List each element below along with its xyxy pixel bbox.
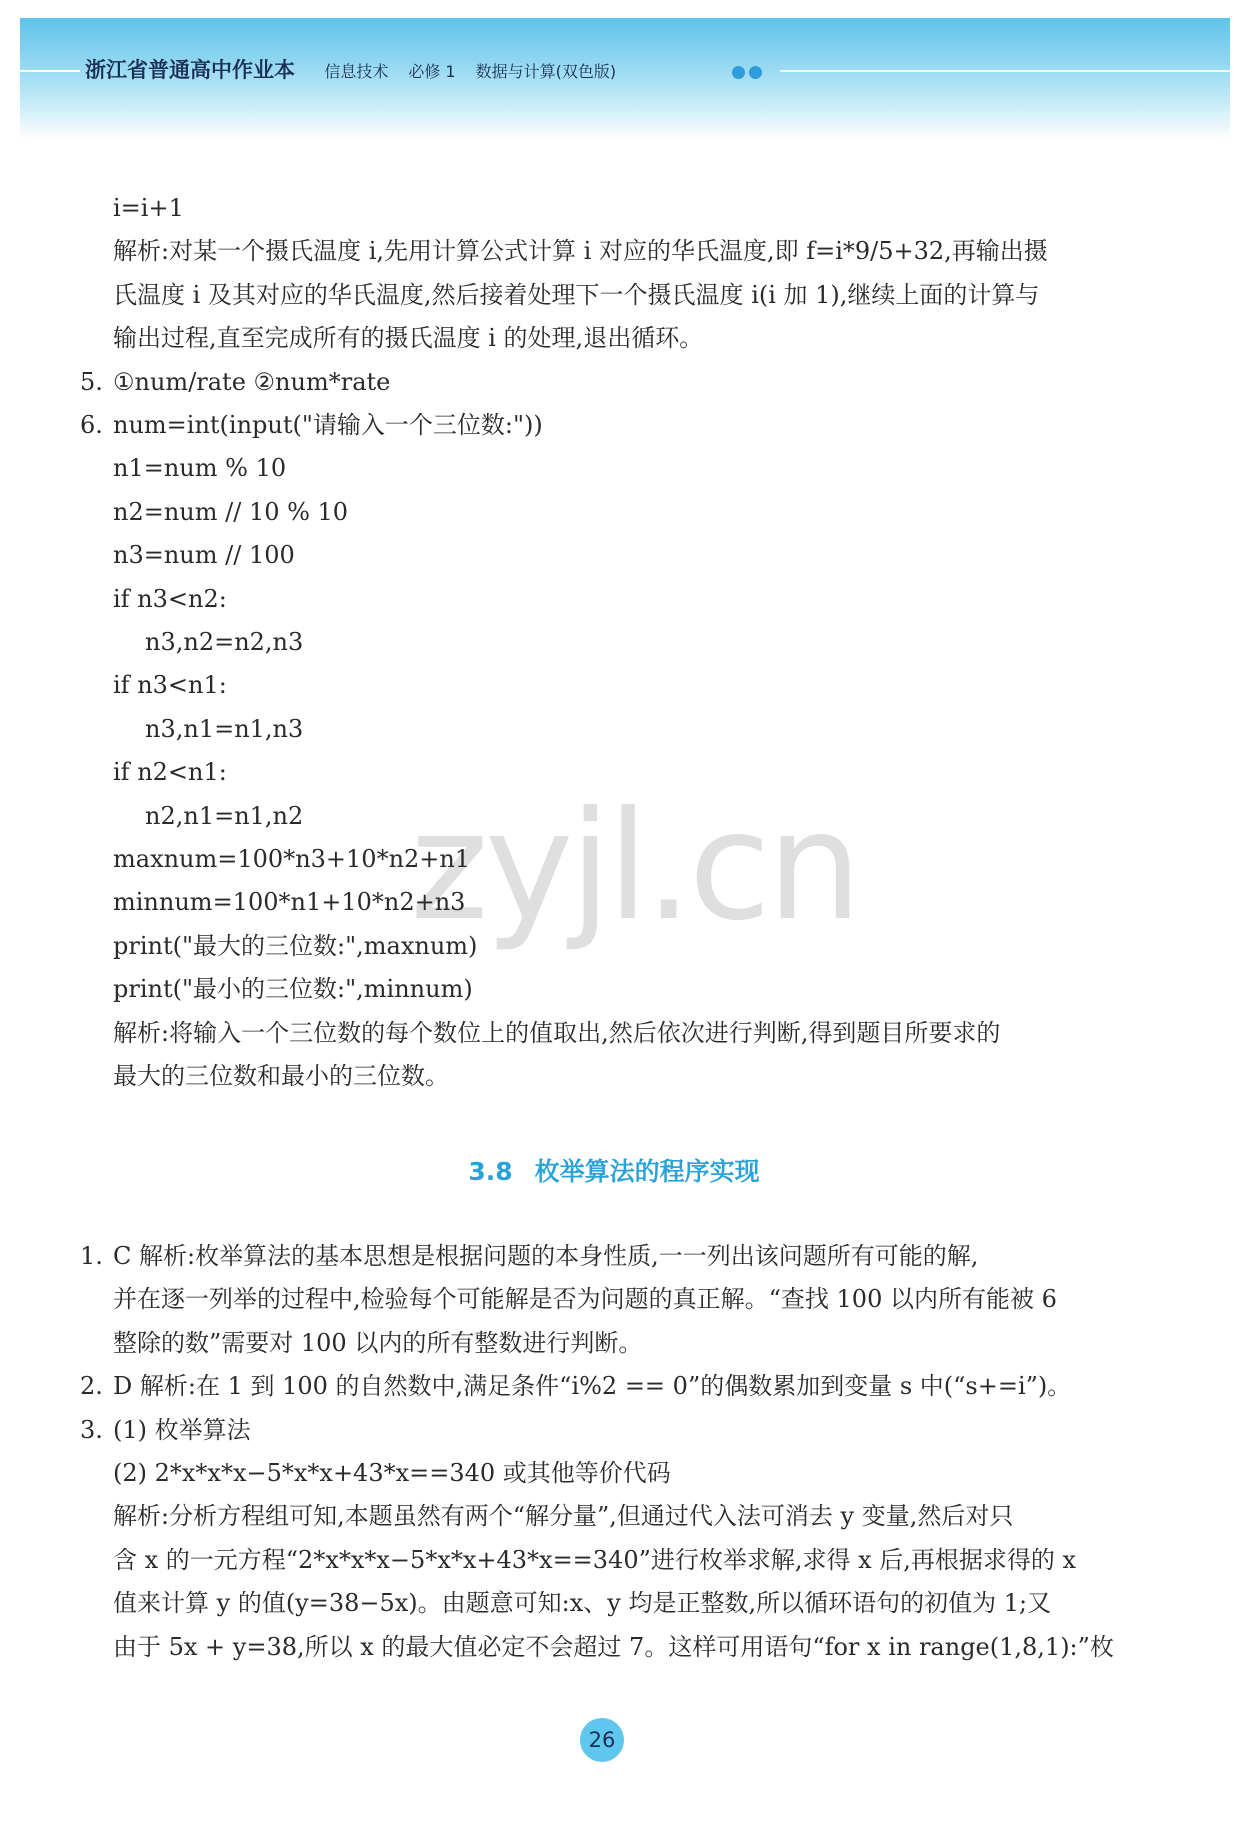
text-line: 含 x 的一元方程“2*x*x*x−5*x*x+43*x==340”进行枚举求解,求得 x 后,再根据求得的 x — [113, 1545, 1077, 1574]
text-line: n3,n2=n2,n3 — [145, 628, 304, 656]
text-line: 整除的数”需要对 100 以内的所有整数进行判断。 — [113, 1328, 643, 1357]
text-line: if n3<n1: — [113, 671, 227, 700]
section-number: 3.8 — [468, 1157, 513, 1186]
topic-label: 数据与计算(双色版) — [475, 62, 617, 81]
text-line: n3,n1=n1,n3 — [145, 714, 304, 743]
item-number: 1. — [80, 1242, 103, 1270]
item-number: 2. — [80, 1372, 103, 1401]
text-line: 并在逐一列举的过程中,检验每个可能解是否为问题的真正解。“查找 100 以内所有能被 6 — [113, 1285, 1057, 1314]
text-line: 解析:分析方程组可知,本题虽然有两个“解分量”,但通过代入法可消去 y 变量,然后对只 — [113, 1502, 1014, 1531]
subject-label: 信息技术 — [324, 62, 389, 81]
text-line: (2) 2*x*x*x−5*x*x+43*x==340 或其他等价代码 — [113, 1459, 671, 1487]
text-line: 由于 5x + y=38,所以 x 的最大值必定不会超过 7。这样可用语句“for x in range(1,8,1):”枚 — [113, 1632, 1114, 1661]
dot-icon — [732, 66, 745, 79]
header-rule-right — [780, 70, 1230, 72]
text-line: if n2<n1: — [113, 758, 227, 787]
item-number: 5. — [80, 367, 103, 396]
text-line: D 解析:在 1 到 100 的自然数中,满足条件“i%2 == 0”的偶数累加到变量 s 中(“s+=i”)。 — [113, 1372, 1072, 1401]
text-line: C 解析:枚举算法的基本思想是根据问题的本身性质,一一列出该问题所有可能的解, — [113, 1242, 979, 1270]
section-title: 枚举算法的程序实现 — [534, 1157, 760, 1186]
book-title: 浙江省普通高中作业本 — [85, 58, 295, 82]
text-line: n2,n1=n1,n2 — [145, 801, 304, 830]
header-subtitle — [324, 62, 636, 81]
text-line: 氏温度 i 及其对应的华氏温度,然后接着处理下一个摄氏温度 i(i 加 1),继续上面的计算与 — [113, 280, 1040, 309]
text-line: 解析:对某一个摄氏温度 i,先用计算公式计算 i 对应的华氏温度,即 f=i*9/5+32,再输出摄 — [113, 237, 1048, 266]
text-line: if n3<n2: — [113, 584, 227, 613]
header-rule-left — [20, 70, 80, 72]
page-number: 26 — [580, 1718, 624, 1762]
header-dots — [732, 64, 766, 83]
text-line: print("最小的三位数:",minnum) — [113, 975, 473, 1004]
text-line: n1=num % 10 — [113, 454, 287, 483]
text-line: n2=num // 10 % 10 — [113, 497, 349, 526]
volume-label: 必修 1 — [408, 62, 456, 81]
item-number: 6. — [80, 411, 103, 439]
text-line: n3=num // 100 — [113, 541, 295, 570]
watermark: zyjl.cn — [410, 780, 859, 954]
text-line: ①num/rate ②num*rate — [113, 367, 391, 396]
text-line: i=i+1 — [113, 194, 184, 222]
dot-icon — [749, 66, 762, 79]
text-line: num=int(input("请输入一个三位数:")) — [113, 411, 543, 439]
text-line: print("最大的三位数:",maxnum) — [113, 931, 478, 960]
text-line: 值来计算 y 的值(y=38−5x)。由题意可知:x、y 均是正整数,所以循环语句的初值为 1;又 — [113, 1589, 1052, 1618]
item-number: 3. — [80, 1415, 103, 1444]
header-title — [85, 54, 636, 84]
text-line: 最大的三位数和最小的三位数。 — [113, 1062, 449, 1090]
text-line: maxnum=100*n3+10*n2+n1 — [113, 845, 471, 873]
text-line: 输出过程,直至完成所有的摄氏温度 i 的处理,退出循环。 — [113, 324, 704, 353]
text-line: (1) 枚举算法 — [113, 1415, 251, 1444]
text-line: minnum=100*n1+10*n2+n3 — [113, 888, 466, 917]
header-banner — [20, 18, 1230, 140]
section-heading — [0, 1152, 1250, 1188]
text-line: 解析:将输入一个三位数的每个数位上的值取出,然后依次进行判断,得到题目所要求的 — [113, 1018, 1001, 1047]
